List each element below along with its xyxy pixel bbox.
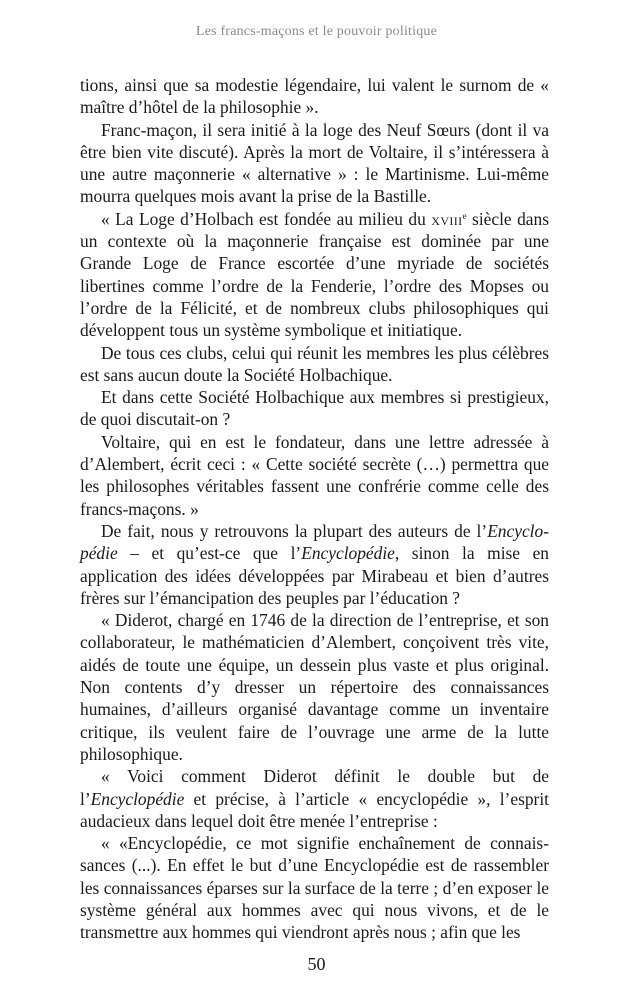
paragraph: Et dans cette Société Holbachique aux membres si prestigieux, de quoi discutait-on ? <box>80 387 549 430</box>
text-run: – et qu’est-ce que l’ <box>117 543 302 564</box>
paragraph: Franc-maçon, il sera initié à la loge des Neuf Sœurs (dont il va être bien vite discuté). Après la mort de Voltaire, il s’intéressera à une autre maçonnerie « alternative » : le Martinisme. Lui-même mourra quelques mois avant la prise de la Bastille. <box>80 119 549 207</box>
paragraph-quote: « «Encyclopédie, ce mot signifie enchaînement de connaissances (...). En effet le but d’une Encyclopédie est de rassembler les connaissances éparses sur la surface de la terre ; d’en exposer le système général aux hommes avec qui nous vivons, et de le transmettre aux hommes qui viendront après nous ; afin que les <box>80 833 549 943</box>
paragraph <box>80 208 549 342</box>
italic-title: Encyclopédie <box>301 543 395 564</box>
paragraph <box>80 765 549 832</box>
century-numeral: xviii <box>431 208 463 229</box>
italic-title: Encyclopédie <box>80 520 549 564</box>
paragraph: De tous ces clubs, celui qui réunit les membres les plus célèbres est sans aucun doute la Société Holbachique. <box>80 342 549 385</box>
page-number: 50 <box>307 954 326 974</box>
running-head: Les francs-maçons et le pouvoir politique <box>195 24 438 39</box>
text-run: De fait, nous y retrouvons la plupart des auteurs de l’ <box>101 520 488 541</box>
body-text <box>80 74 549 944</box>
text-run: , sinon la mise en application des idées développées par Mirabeau et bien d’autres frères sur l’émancipation des peuples par l’éducation ? <box>80 543 549 608</box>
italic-title: Encyclopédie <box>90 788 185 809</box>
paragraph: Voltaire, qui en est le fondateur, dans une lettre adressée à d’Alembert, écrit ceci : « Cette société secrète (…) permettra que les philosophes véritables fassent une confrérie comme celle des francs-maçons. » <box>80 431 549 519</box>
ordinal-superscript: e <box>462 210 467 221</box>
paragraph <box>80 520 549 609</box>
text-run: « Voici comment Diderot définit le double but de l’ <box>80 766 549 809</box>
text-run: siècle dans un contexte où la maçonnerie française est dominée par une Grande Loge de France escortée d’une myriade de sociétés libertines comme l’ordre de la Fenderie, l’ordre des Mopses ou l’ordre de la Félicité, et de nombreux clubs philosophiques qui développent tous un système symbolique et initiatique. <box>80 208 549 341</box>
text-run: et précise, à l’article « encyclopédie », l’esprit audacieux dans lequel doit être menée l’entreprise : <box>80 788 549 831</box>
paragraph: « Diderot, chargé en 1746 de la direction de l’entreprise, et son collaborateur, le mathématicien d’Alembert, conçoivent très vite, aidés de toute une équipe, un dessein plus vaste et plus original. Non contents d’y dresser un répertoire des connaissances humaines, d’ailleurs organisé davantage comme un inventaire critique, ils veulent faire de l’ouvrage une arme de la lutte philosophique. <box>80 610 549 764</box>
paragraph-continued: tions, ainsi que sa modestie légendaire, lui valent le surnom de « maître d’hôtel de la philosophie ». <box>80 75 549 118</box>
text-run: « La Loge d’Holbach est fondée au milieu du <box>101 208 432 229</box>
